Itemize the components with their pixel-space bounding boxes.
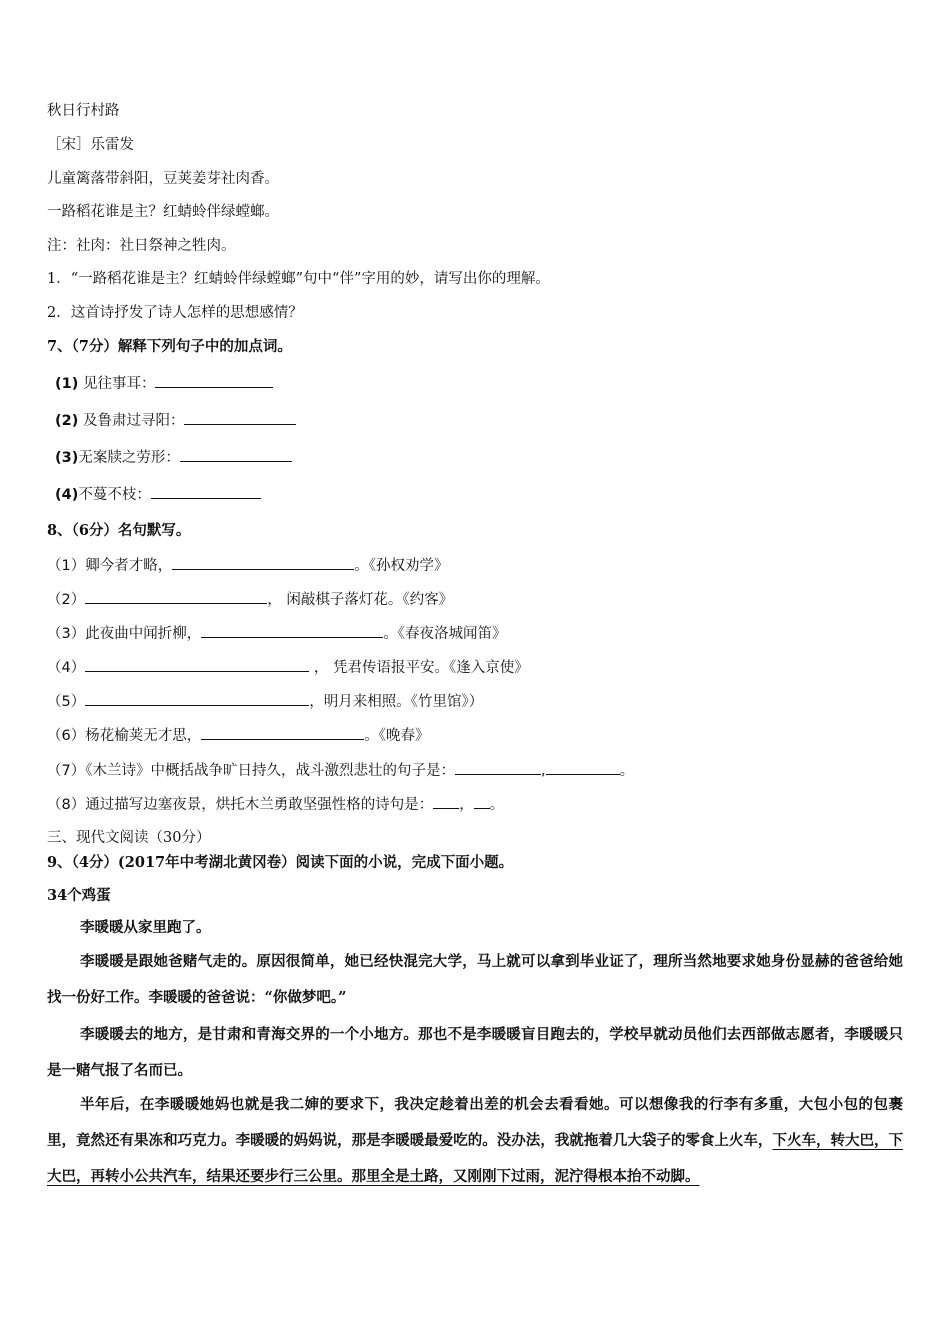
answer-blank[interactable]: [455, 760, 541, 775]
q8-item-3: [47, 623, 506, 644]
q7-item-text: 不蔓不枝：: [78, 487, 151, 503]
q7-item-number: (4): [55, 487, 79, 503]
answer-blank[interactable]: [474, 794, 490, 809]
q8-item-after: 。《孙权劝学》: [354, 558, 449, 574]
q8-item-text: （8）通过描写边塞夜景，烘托木兰勇敢坚强性格的诗句是：: [47, 797, 434, 813]
section-3-heading: 三、现代文阅读（30分）: [47, 830, 211, 846]
answer-blank[interactable]: [180, 447, 292, 462]
q8-item-8: [47, 794, 504, 815]
answer-blank[interactable]: [85, 691, 309, 706]
q7-item-1: [55, 373, 273, 394]
q8-item-4: [47, 657, 529, 678]
q8-item-before: 卿今者才略，: [85, 558, 173, 574]
story-paragraph-2: 李暖暖是跟她爸赌气走的。原因很简单，她已经快混完大学，马上就可以拿到毕业证了，理所当然地要求她身份显赫的爸爸给她找一份好工作。李暖暖的爸爸说：“你做梦吧。”: [47, 953, 903, 1006]
story-paragraph-4-text: 半年后，在李暖暖她妈也就是我二婶的要求下，我决定趁着出差的机会去看看她。可以想像我的行李有多重，大包小包的包裹里，竟然还有果冻和巧克力。李暖暖的妈妈说，那是李暖暖最爱吃的。没办法，我就拖着几大袋子的零食上火车，: [47, 1096, 903, 1149]
q7-item-text: 及鲁肃过寻阳：: [82, 413, 185, 429]
q8-item-after: ，明月来相照。《竹里馆》）: [309, 694, 484, 710]
q8-item-text: （7）《木兰诗》中概括战争旷日持久，战斗激烈悲壮的句子是：: [47, 763, 455, 779]
q8-end: 。: [619, 763, 635, 779]
q8-item-after: ， 闲敲棋子落灯花。《约客》: [267, 592, 454, 608]
q9-heading: 9、（4分）(2017年中考湖北黄冈卷）阅读下面的小说，完成下面小题。: [47, 854, 514, 871]
answer-blank[interactable]: [184, 410, 296, 425]
q8-item-number: （5）: [47, 694, 86, 710]
q8-item-number: （1）: [47, 558, 86, 574]
q7-item-number: (3): [55, 450, 79, 466]
answer-blank[interactable]: [151, 484, 261, 499]
answer-blank[interactable]: [172, 555, 354, 570]
q8-item-number: （4）: [47, 660, 86, 676]
q8-item-before: 此夜曲中闻折柳，: [85, 626, 202, 642]
q7-item-2: [55, 410, 296, 431]
poem-question-1: 1．“一路稻花谁是主？红蜻蛉伴绿螳螂”句中“伴”字用的妙，请写出你的理解。: [47, 271, 550, 287]
q7-item-4: [55, 484, 261, 505]
q7-item-text: 无案牍之劳形：: [78, 450, 180, 466]
q7-item-3: [55, 447, 292, 468]
q8-item-number: （2）: [47, 592, 86, 608]
q8-separator: ,: [540, 763, 546, 779]
answer-blank[interactable]: [155, 373, 273, 388]
q8-item-number: （3）: [47, 626, 86, 642]
q8-item-after: 。《晚春》: [364, 728, 430, 744]
poem-title: 秋日行村路: [47, 103, 120, 119]
story-paragraph-4: [47, 1087, 903, 1195]
q7-item-text: 见往事耳：: [82, 376, 156, 392]
poem-line-2: 一路稻花谁是主？红蜻蛉伴绿螳螂。: [47, 204, 279, 220]
answer-blank[interactable]: [201, 623, 383, 638]
answer-blank[interactable]: [201, 725, 364, 740]
poem-line-1: 儿童篱落带斜阳，豆荚姜芽社肉香。: [47, 171, 279, 187]
answer-blank[interactable]: [433, 794, 459, 809]
q8-item-number: （6）: [47, 728, 86, 744]
q8-item-6: [47, 725, 429, 746]
q8-item-after: 。《春夜洛城闻笛》: [383, 626, 507, 642]
story-title: 34个鸡蛋: [47, 887, 111, 904]
underlined-sentence: 下火车，转大巴，下大巴，再转小公共汽车，结果还要步行三公里。那里全是土路，又刚刚下过雨，泥泞得根本抬不动脚。: [47, 1132, 904, 1185]
poem-note: 注：社肉：社日祭神之牲肉。: [47, 238, 236, 254]
q7-heading: 7、（7分）解释下列句子中的加点词。: [47, 338, 292, 355]
answer-blank[interactable]: [85, 657, 309, 672]
q8-item-5: [47, 691, 483, 712]
story-paragraph-3: 李暖暖去的地方，是甘肃和青海交界的一个小地方。那也不是李暖暖盲目跑去的，学校早就动员他们去西部做志愿者，李暖暖只是一赌气报了名而已。: [47, 1026, 903, 1079]
q8-item-before: 杨花榆荚无才思，: [85, 728, 202, 744]
poem-author: ［宋］乐雷发: [47, 137, 134, 153]
q8-item-1: [47, 555, 448, 576]
story-paragraph-1: 李暖暖从家里跑了。: [80, 919, 211, 936]
q8-item-after: ， 凭君传语报平安。《逢入京使》: [309, 660, 529, 676]
q8-separator: ，: [459, 797, 474, 813]
q8-item-2: [47, 589, 453, 610]
poem-question-2: 2．这首诗抒发了诗人怎样的思想感情？: [47, 305, 303, 321]
q8-end: 。: [489, 797, 505, 813]
q7-item-number: (2): [55, 413, 79, 429]
q8-item-7: [47, 760, 634, 781]
q7-item-number: (1): [55, 376, 79, 392]
answer-blank[interactable]: [85, 589, 267, 604]
answer-blank[interactable]: [546, 760, 620, 775]
q8-heading: 8、（6分）名句默写。: [47, 522, 191, 539]
